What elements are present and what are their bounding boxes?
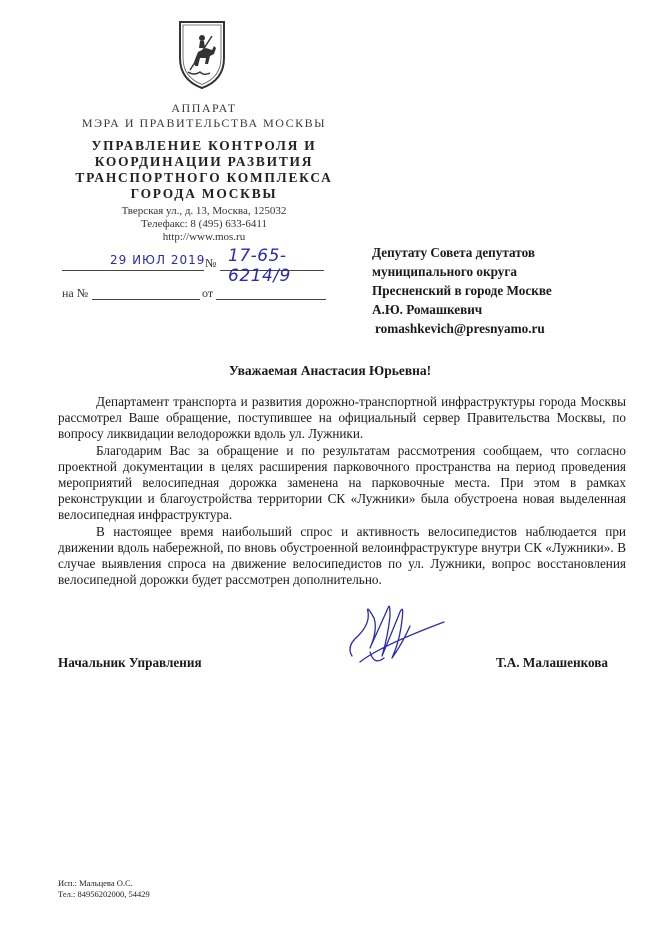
body-paragraph: В настоящее время наибольший спрос и активность велосипедистов наблюдается при движении вдоль набережной, по вновь обустроенной велоинфраструктуре внутри СК «Лужники». В случае выявления спроса на движение велосипедистов по ул. Лужники, вопрос восстановления велосипедной дорожки будет рассмотрен дополнительно. — [58, 523, 626, 588]
department-address — [56, 205, 352, 243]
addressee-email: romashkevich@presnyamo.ru — [375, 321, 545, 336]
registration-date-stamp: 29 ИЮЛ 2019 — [110, 253, 206, 267]
executor-name: Исп.: Мальцева О.С. — [58, 878, 133, 888]
department-name — [56, 138, 352, 202]
department-line: УПРАВЛЕНИЕ КОНТРОЛЯ И — [91, 138, 317, 153]
executor-phone: Тел.: 84956202000, 54429 — [58, 888, 150, 899]
addressee-line: А.Ю. Ромашкевич — [372, 302, 483, 317]
handwritten-signature — [340, 596, 450, 674]
reference-number-label: на № — [62, 286, 89, 300]
reference-date-underline — [216, 299, 326, 300]
date-underline — [62, 270, 204, 271]
addressee-line: муниципального округа — [372, 264, 517, 279]
registration-line — [62, 246, 342, 286]
executor-info — [58, 878, 150, 899]
org-name-line2: МЭРА И ПРАВИТЕЛЬСТВА МОСКВЫ — [81, 116, 327, 130]
signatory-title: Начальник Управления — [58, 655, 202, 670]
department-line: ТРАНСПОРТНОГО КОМПЛЕКСА — [75, 170, 333, 185]
number-label: № — [205, 256, 217, 270]
body-paragraph: Департамент транспорта и развития дорожно-транспортной инфраструктуры города Москвы рассмотрел Ваше обращение, поступившее на официальный сервер Правительства Москвы, по вопросу ликвидации велодорожки вдоль ул. Лужники. — [58, 394, 626, 442]
signatory-name: Т.А. Малашенкова — [496, 655, 609, 670]
address-line: http://www.mos.ru — [162, 230, 246, 243]
registration-number: 17-65-6214/9 — [228, 246, 291, 286]
address-line: Телефакс: 8 (495) 633-6411 — [140, 217, 268, 230]
org-name-line1: АППАРАТ — [171, 101, 237, 115]
greeting: Уважаемая Анастасия Юрьевна! — [228, 363, 432, 378]
address-line: Тверская ул., д. 13, Москва, 125032 — [121, 205, 287, 217]
department-line: ГОРОДА МОСКВЫ — [130, 186, 278, 201]
reference-line — [62, 286, 342, 302]
addressee-line: Пресненский в городе Москве — [372, 283, 552, 298]
department-line: КООРДИНАЦИИ РАЗВИТИЯ — [94, 154, 314, 169]
body-paragraph: Благодарим Вас за обращение и по результатам рассмотрения сообщаем, что согласно проектной документации в целях расширения парковочного пространства на период проведения мероприятий велосипедная дорожка заменена на парковочные места. При этом в рамках реконструкции и благоустройства территории СК «Лужники» была обустроена новая выделенная велосипедная инфраструктура. — [58, 442, 626, 523]
letter-body — [58, 394, 626, 588]
reference-date-label: от — [202, 286, 214, 300]
moscow-coat-of-arms-icon — [172, 18, 232, 90]
reference-number-underline — [92, 299, 200, 300]
addressee-line: Депутату Совета депутатов — [372, 245, 535, 260]
addressee-block — [372, 243, 632, 338]
